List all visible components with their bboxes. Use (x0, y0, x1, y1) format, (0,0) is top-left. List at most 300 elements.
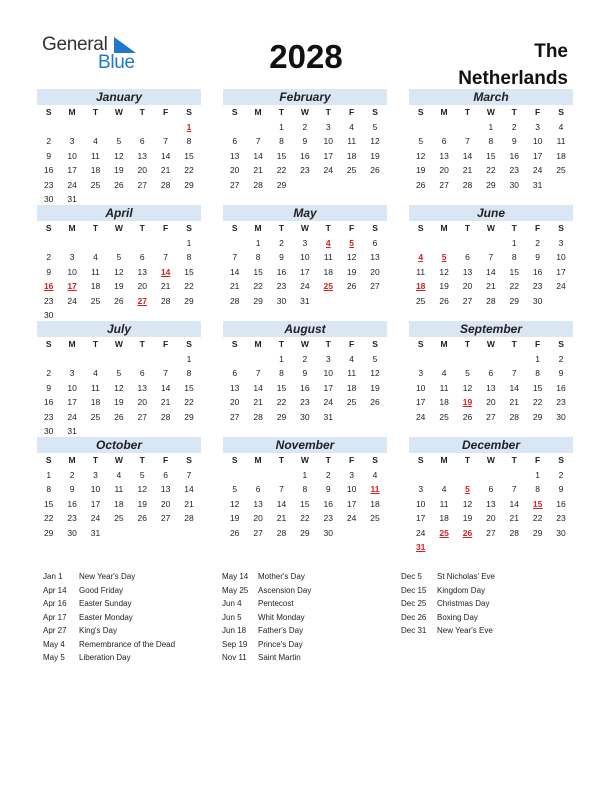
day-cell: 27 (462, 295, 473, 306)
holiday-name: Easter Monday (79, 612, 133, 622)
day-cell: 5 (139, 469, 145, 480)
day-cell: 22 (509, 281, 519, 291)
holiday-name: Remembrance of the Dead (79, 639, 176, 649)
holiday-name: St Nicholas' Eve (437, 572, 495, 581)
day-cell: 10 (556, 252, 566, 262)
empty-cell (37, 120, 60, 135)
day-cell: 2 (302, 353, 308, 364)
holiday-name: King's Day (79, 626, 117, 635)
day-cell: 6 (488, 484, 494, 494)
day-cell: 17 (323, 382, 333, 393)
day-cell: 22 (184, 281, 194, 291)
day-cell: 18 (370, 498, 380, 509)
weekday-label: W (114, 107, 123, 117)
holiday-date: May 4 (43, 639, 65, 649)
holiday-date: Dec 25 (401, 599, 427, 608)
holiday-date: May 14 (222, 572, 249, 581)
day-grid (37, 453, 201, 540)
holiday-day-cell: 5 (465, 484, 470, 494)
day-cell: 24 (300, 281, 310, 291)
holiday-row (43, 570, 175, 584)
day-cell: 21 (160, 165, 171, 175)
day-cell: 18 (114, 498, 124, 509)
day-cell: 5 (465, 368, 470, 378)
holiday-row (43, 611, 175, 625)
weekday-label: S (45, 455, 52, 465)
holiday-day-cell: 27 (137, 295, 147, 306)
day-cell: 23 (556, 513, 566, 523)
day-cell: 16 (43, 397, 54, 407)
month-name: June (409, 205, 573, 221)
day-cell: 4 (441, 368, 447, 378)
weekday-label: M (254, 223, 262, 233)
day-cell: 7 (488, 252, 494, 262)
day-cell: 2 (558, 353, 564, 364)
holiday-row (43, 638, 175, 652)
day-cell: 19 (346, 266, 357, 277)
day-cell: 6 (488, 368, 494, 378)
day-cell: 28 (160, 295, 171, 306)
day-cell: 12 (462, 382, 473, 393)
month-november (223, 437, 387, 540)
day-cell: 12 (370, 136, 380, 146)
day-cell: 14 (160, 382, 171, 393)
weekday-label: T (325, 455, 331, 465)
day-cell: 21 (486, 281, 496, 291)
weekday-label: S (231, 107, 238, 117)
day-cell: 8 (302, 484, 308, 494)
weekday-label: W (300, 455, 309, 465)
day-cell: 27 (137, 179, 147, 190)
empty-cell (60, 236, 83, 251)
day-cell: 8 (535, 368, 541, 378)
holiday-name: Saint Martin (258, 653, 301, 662)
holiday-day-cell: 19 (462, 397, 473, 407)
day-cell: 29 (184, 295, 194, 306)
day-cell: 13 (486, 382, 496, 393)
weekday-label: T (139, 107, 145, 117)
day-cell: 1 (186, 353, 192, 364)
day-cell: 11 (91, 382, 100, 393)
holiday-name: Easter Sunday (79, 599, 132, 608)
day-cell: 8 (46, 484, 52, 494)
holiday-name: Boxing Day (437, 612, 478, 622)
holiday-name: Pentecost (258, 599, 294, 608)
day-cell: 5 (372, 353, 378, 364)
day-cell: 24 (67, 411, 77, 422)
day-cell: 25 (90, 179, 101, 190)
holiday-column (43, 570, 175, 665)
holiday-date: Apr 14 (43, 585, 67, 595)
day-cell: 25 (370, 513, 380, 523)
day-cell: 6 (139, 368, 145, 378)
day-cell: 31 (90, 527, 101, 538)
weekday-label: T (464, 223, 471, 233)
day-cell: 21 (462, 165, 473, 175)
day-cell: 19 (114, 165, 124, 175)
day-cell: 20 (439, 165, 449, 175)
weekday-label: S (372, 339, 378, 349)
day-cell: 17 (415, 397, 426, 407)
day-cell: 9 (325, 484, 331, 494)
holiday-day-cell: 4 (418, 252, 424, 262)
day-cell: 13 (137, 150, 147, 161)
weekday-label: S (45, 107, 52, 117)
weekday-label: T (464, 339, 471, 349)
weekday-label: F (349, 339, 355, 349)
day-cell: 10 (323, 136, 333, 146)
weekday-label: S (231, 455, 238, 465)
weekday-label: S (186, 107, 192, 117)
day-cell: 12 (114, 150, 124, 161)
empty-cell (107, 120, 130, 135)
day-cell: 3 (535, 121, 541, 132)
empty-cell (456, 468, 479, 483)
day-cell: 10 (300, 252, 310, 262)
month-june (409, 205, 573, 308)
day-cell: 17 (90, 498, 101, 509)
holiday-day-cell: 1 (186, 121, 192, 132)
day-cell: 1 (302, 469, 308, 480)
holiday-row (401, 584, 495, 598)
day-cell: 18 (90, 165, 101, 175)
day-cell: 24 (415, 411, 426, 422)
day-cell: 29 (253, 295, 263, 306)
day-cell: 31 (532, 179, 543, 190)
day-cell: 6 (139, 136, 145, 146)
day-cell: 11 (556, 136, 566, 146)
month-name: December (409, 437, 573, 453)
weekday-label: T (511, 223, 517, 233)
day-cell: 8 (255, 252, 261, 262)
day-cell: 22 (253, 281, 263, 291)
day-cell: 16 (323, 498, 333, 509)
day-cell: 7 (163, 368, 169, 378)
day-cell: 10 (67, 266, 77, 277)
day-cell: 11 (114, 484, 124, 494)
holiday-date: Nov 11 (222, 653, 247, 662)
weekday-label: S (417, 455, 424, 465)
day-cell: 16 (556, 498, 566, 509)
weekday-label: W (300, 223, 309, 233)
day-cell: 18 (323, 266, 333, 277)
day-cell: 16 (556, 382, 566, 393)
day-cell: 27 (370, 281, 380, 291)
weekday-label: S (231, 223, 238, 233)
day-cell: 19 (370, 382, 380, 393)
day-cell: 3 (418, 368, 424, 378)
day-cell: 9 (46, 150, 52, 161)
holiday-row (43, 584, 175, 598)
country-line-2: Netherlands (458, 68, 568, 89)
day-cell: 2 (302, 121, 308, 132)
day-cell: 30 (532, 295, 543, 306)
day-cell: 14 (253, 382, 263, 393)
weekday-label: T (511, 455, 517, 465)
day-cell: 2 (558, 469, 564, 480)
empty-cell (409, 352, 432, 367)
weekday-label: T (511, 339, 517, 349)
day-cell: 9 (46, 266, 52, 277)
day-cell: 6 (372, 237, 378, 248)
weekday-label: M (440, 223, 448, 233)
day-cell: 14 (509, 382, 519, 393)
day-cell: 21 (253, 397, 263, 407)
day-cell: 4 (93, 136, 98, 146)
holiday-row (222, 651, 311, 665)
holiday-row (401, 597, 495, 611)
month-august (223, 321, 387, 424)
month-september (409, 321, 573, 424)
empty-cell (246, 352, 269, 367)
empty-cell (223, 236, 246, 251)
day-cell: 6 (232, 368, 238, 378)
holiday-date: Dec 31 (401, 626, 427, 635)
weekday-label: T (464, 107, 471, 117)
day-grid (223, 337, 387, 424)
day-cell: 29 (300, 527, 310, 538)
weekday-label: T (92, 107, 99, 117)
day-cell: 18 (90, 281, 101, 291)
day-cell: 27 (439, 179, 449, 190)
holiday-name: Whit Monday (258, 612, 305, 622)
day-cell: 25 (439, 411, 449, 422)
day-cell: 24 (415, 527, 426, 538)
day-cell: 14 (184, 484, 194, 494)
logo-text-blue: Blue (98, 52, 135, 73)
day-cell: 25 (90, 295, 101, 306)
day-cell: 15 (184, 382, 194, 393)
day-cell: 14 (253, 150, 263, 161)
day-cell: 1 (535, 469, 541, 480)
holiday-day-cell: 17 (67, 281, 77, 291)
empty-cell (270, 468, 293, 483)
empty-cell (456, 236, 479, 251)
day-cell: 29 (184, 411, 194, 422)
day-cell: 31 (67, 194, 77, 204)
day-cell: 30 (276, 295, 287, 306)
empty-cell (60, 120, 83, 135)
day-cell: 30 (323, 527, 333, 538)
weekday-label: T (325, 107, 331, 117)
day-cell: 13 (137, 382, 147, 393)
day-grid (409, 337, 573, 424)
day-cell: 19 (114, 397, 124, 407)
day-cell: 10 (67, 150, 77, 161)
day-cell: 11 (91, 266, 100, 277)
day-cell: 9 (302, 368, 308, 378)
day-cell: 22 (486, 165, 496, 175)
holiday-row (222, 570, 311, 584)
day-cell: 14 (229, 266, 240, 277)
month-name: May (223, 205, 387, 221)
day-cell: 5 (418, 136, 424, 146)
day-cell: 17 (300, 266, 310, 277)
weekday-label: S (558, 339, 564, 349)
weekday-label: W (300, 339, 309, 349)
weekday-label: T (278, 107, 285, 117)
day-cell: 21 (509, 397, 519, 407)
day-cell: 8 (186, 136, 192, 146)
day-cell: 28 (253, 179, 263, 190)
weekday-label: S (231, 339, 238, 349)
empty-cell (107, 236, 130, 251)
weekday-label: S (186, 223, 192, 233)
day-cell: 10 (90, 484, 101, 494)
empty-cell (409, 468, 432, 483)
day-cell: 27 (160, 513, 171, 523)
weekday-label: M (68, 339, 76, 349)
day-cell: 1 (511, 237, 517, 248)
weekday-label: S (558, 455, 564, 465)
day-cell: 22 (276, 165, 287, 175)
day-cell: 17 (67, 165, 77, 175)
day-cell: 2 (69, 469, 75, 480)
holiday-name: New Year's Eve (437, 626, 493, 635)
month-july (37, 321, 201, 439)
day-cell: 28 (486, 295, 496, 306)
day-cell: 17 (556, 266, 566, 277)
holiday-row (401, 611, 495, 625)
day-cell: 22 (43, 513, 54, 523)
day-cell: 9 (511, 136, 517, 146)
day-cell: 1 (535, 353, 541, 364)
weekday-label: T (278, 223, 285, 233)
day-cell: 30 (43, 426, 54, 436)
weekday-label: M (440, 455, 448, 465)
day-cell: 15 (184, 150, 194, 161)
day-cell: 11 (416, 266, 426, 277)
holiday-date: Apr 16 (43, 599, 67, 608)
day-cell: 20 (160, 498, 171, 509)
weekday-label: T (278, 455, 285, 465)
holiday-column (222, 570, 311, 665)
holiday-name: New Year's Day (79, 572, 136, 581)
generalblue-logo (42, 34, 142, 74)
empty-cell (60, 352, 83, 367)
country-line-1: The (534, 41, 568, 62)
day-cell: 19 (415, 165, 426, 175)
day-cell: 22 (300, 513, 310, 523)
day-cell: 4 (93, 252, 98, 262)
day-cell: 21 (509, 513, 519, 523)
day-cell: 11 (323, 252, 333, 262)
day-cell: 11 (347, 368, 357, 378)
holiday-day-cell: 25 (323, 281, 333, 291)
day-cell: 6 (232, 136, 238, 146)
day-cell: 30 (556, 411, 566, 422)
day-cell: 27 (253, 527, 263, 538)
day-cell: 25 (415, 295, 426, 306)
day-cell: 29 (276, 179, 287, 190)
day-cell: 22 (184, 165, 194, 175)
month-february (223, 89, 387, 192)
weekday-label: W (114, 455, 123, 465)
day-cell: 23 (67, 513, 77, 523)
day-cell: 27 (229, 411, 240, 422)
weekday-label: W (114, 339, 123, 349)
day-cell: 6 (465, 252, 470, 262)
day-cell: 28 (160, 411, 171, 422)
holiday-row (222, 638, 311, 652)
day-cell: 22 (276, 397, 287, 407)
weekday-label: S (372, 455, 378, 465)
empty-cell (223, 352, 246, 367)
day-cell: 18 (439, 397, 449, 407)
day-cell: 1 (186, 237, 192, 248)
empty-cell (246, 120, 269, 135)
holiday-date: Jun 4 (222, 599, 242, 608)
day-cell: 10 (346, 484, 357, 494)
day-cell: 28 (276, 527, 287, 538)
empty-cell (479, 352, 502, 367)
day-cell: 24 (90, 513, 101, 523)
day-cell: 13 (486, 498, 496, 509)
day-cell: 12 (462, 498, 473, 509)
day-cell: 20 (462, 281, 473, 291)
day-cell: 19 (229, 513, 240, 523)
day-cell: 10 (415, 498, 426, 509)
holiday-date: May 25 (222, 585, 249, 595)
holiday-day-cell: 5 (349, 237, 355, 248)
day-cell: 30 (300, 411, 310, 422)
day-cell: 22 (532, 513, 543, 523)
empty-cell (432, 120, 455, 135)
weekday-label: F (163, 223, 169, 233)
day-cell: 10 (415, 382, 426, 393)
day-cell: 12 (114, 266, 124, 277)
day-cell: 21 (184, 498, 194, 509)
day-cell: 4 (372, 469, 378, 480)
weekday-label: T (92, 223, 99, 233)
month-name: January (37, 89, 201, 105)
day-cell: 1 (46, 469, 52, 480)
day-cell: 26 (114, 179, 124, 190)
weekday-label: T (325, 223, 331, 233)
holiday-row (222, 584, 311, 598)
weekday-label: W (114, 223, 123, 233)
empty-cell (409, 120, 432, 135)
weekday-label: T (139, 455, 145, 465)
day-cell: 12 (229, 498, 240, 509)
day-cell: 23 (300, 397, 310, 407)
day-cell: 10 (323, 368, 333, 378)
holiday-date: Jun 5 (222, 612, 242, 622)
day-cell: 3 (69, 368, 75, 378)
weekday-label: W (486, 223, 495, 233)
day-cell: 23 (556, 397, 566, 407)
day-cell: 16 (43, 165, 54, 175)
month-october (37, 437, 201, 540)
holiday-day-cell: 4 (325, 237, 331, 248)
day-cell: 9 (69, 484, 75, 494)
day-cell: 1 (279, 121, 284, 132)
weekday-label: S (372, 107, 378, 117)
day-cell: 2 (325, 469, 331, 480)
holiday-row (222, 624, 311, 638)
day-cell: 28 (160, 179, 171, 190)
day-grid (409, 221, 573, 308)
holiday-name: Good Friday (79, 585, 124, 595)
day-cell: 8 (488, 136, 494, 146)
day-cell: 23 (43, 179, 54, 190)
holiday-name: Ascension Day (258, 585, 312, 595)
day-cell: 10 (532, 136, 543, 146)
weekday-label: M (68, 455, 76, 465)
weekday-label: S (417, 339, 424, 349)
day-cell: 30 (556, 527, 566, 538)
day-cell: 2 (46, 368, 52, 378)
